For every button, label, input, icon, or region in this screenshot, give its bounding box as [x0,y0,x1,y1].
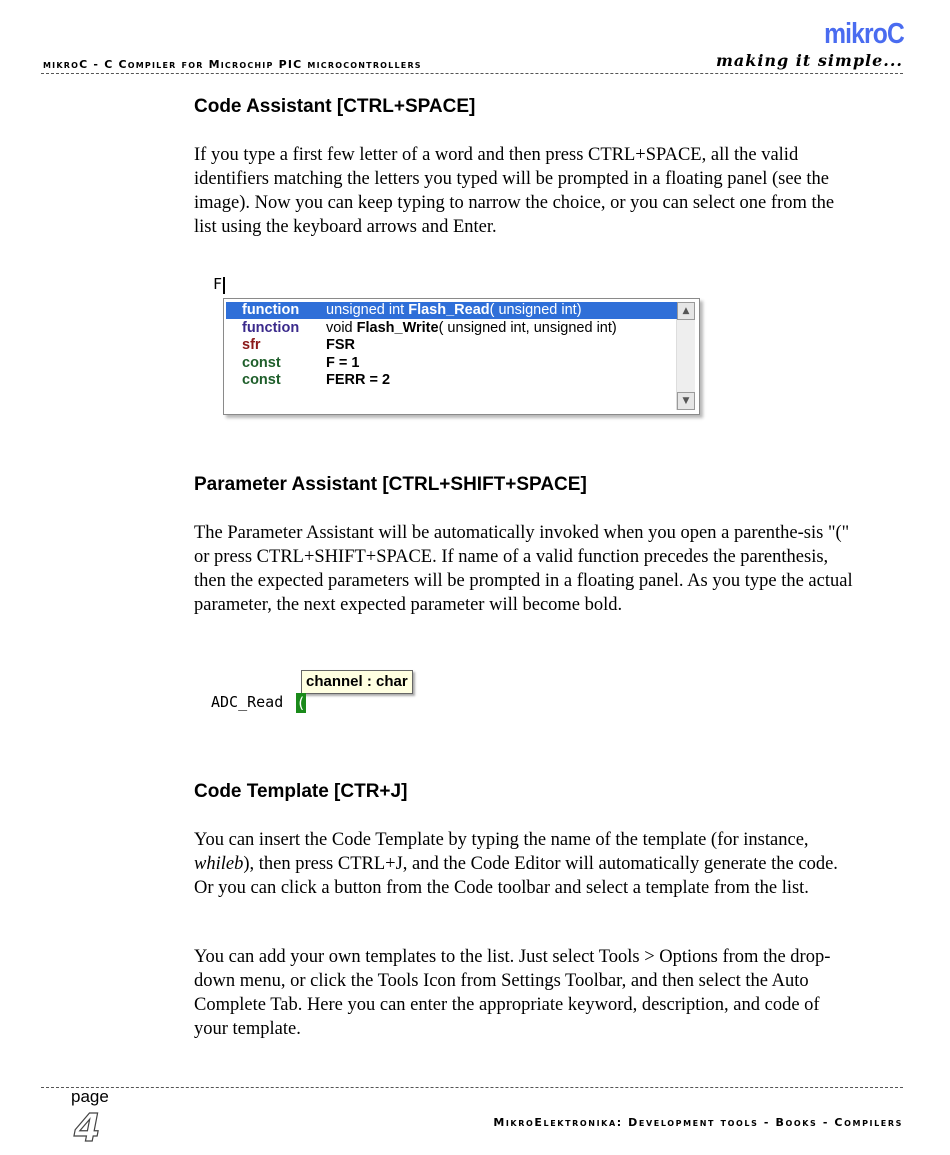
footer-divider [41,1087,903,1088]
page-number: 4 [74,1106,101,1150]
completion-item[interactable] [226,302,677,319]
identifier-name: Flash_Write [356,319,439,336]
brand-tagline: making it simple... [715,51,903,70]
identifier-name: F = 1 [326,354,360,371]
completion-kind: sfr [242,337,261,353]
paragraph-parameter-assistant: The Parameter Assistant will be automatically invoked when you open a parenthe-sis "(" or press CTRL+SHIFT+SPACE. If name of a valid function precedes the parenthesis, then the expected parameters will be prompted in a floating panel. As you type the actual parameter, the next expected parameter will become bold. [194,523,853,615]
parameter-tooltip: channel : char [301,670,413,694]
brand-logo: mikroC [824,18,904,50]
page-label: page [71,1087,109,1106]
identifier-name: FSR [326,337,355,353]
signature-suffix: ( unsigned int) [489,302,582,318]
signature-prefix: void [326,319,357,336]
scroll-up-icon[interactable]: ▲ [677,302,695,320]
identifier-name: Flash_Read [408,302,490,318]
completion-signature [326,337,355,354]
completion-signature [326,355,359,372]
heading-code-template: Code Template [CTR+J] [194,781,408,802]
completion-signature [326,320,617,337]
completion-kind: const [242,372,281,388]
paragraph-custom-templates: You can add your own templates to the list. Just select Tools > Options from the drop-down menu, or click the Tools Icon from Settings Toolbar, and then select the Auto Complete Tab. Here you can enter the appropriate keyword, description, and code of your template. [194,947,831,1039]
completion-signature [326,302,582,319]
heading-parameter-assistant: Parameter Assistant [CTRL+SHIFT+SPACE] [194,474,587,495]
paragraph-code-template [194,828,854,900]
template-name-example: whileb [194,854,244,874]
signature-suffix: ( unsigned int, unsigned int) [438,319,617,336]
scroll-down-icon[interactable]: ▼ [677,392,695,410]
header-divider [41,73,903,74]
typed-text: F [213,275,223,293]
paragraph-code-assistant: If you type a first few letter of a word and then press CTRL+SPACE, all the valid identifiers matching the letters you typed will be prompted in a floating panel (see the image). Now you can keep typing to narrow the choice, or you can select one from the list using the keyboard arrows and Enter. [194,145,835,237]
open-paren-highlight: ( [296,694,306,712]
identifier-name: FERR = 2 [326,372,391,388]
code-text: ADC_Read [211,693,284,711]
paragraph-part: ), then press CTRL+J, and the Code Editor will automatically generate the code. Or you can click a button from the Code toolbar and select a template from the list. [194,854,838,898]
footer-text: MikroElektronika: Development tools - Books - Compilers [493,1116,903,1129]
completion-kind: function [242,319,300,336]
completion-item[interactable] [226,355,677,372]
paragraph-part: You can insert the Code Template by typing the name of the template (for instance, [194,830,809,850]
popup-scrollbar[interactable] [676,302,695,410]
completion-kind: function [242,302,300,318]
completion-popup[interactable] [223,298,700,415]
signature-prefix: unsigned int [326,302,409,318]
completion-item[interactable] [226,320,677,337]
completion-kind: const [242,354,281,371]
heading-code-assistant: Code Assistant [CTRL+SPACE] [194,96,476,117]
completion-signature [326,372,390,389]
completion-item[interactable] [226,372,677,389]
text-caret [223,277,225,294]
header-title: mikroC - C Compiler for Microchip PIC microcontrollers [43,58,422,71]
completion-item[interactable] [226,337,677,354]
